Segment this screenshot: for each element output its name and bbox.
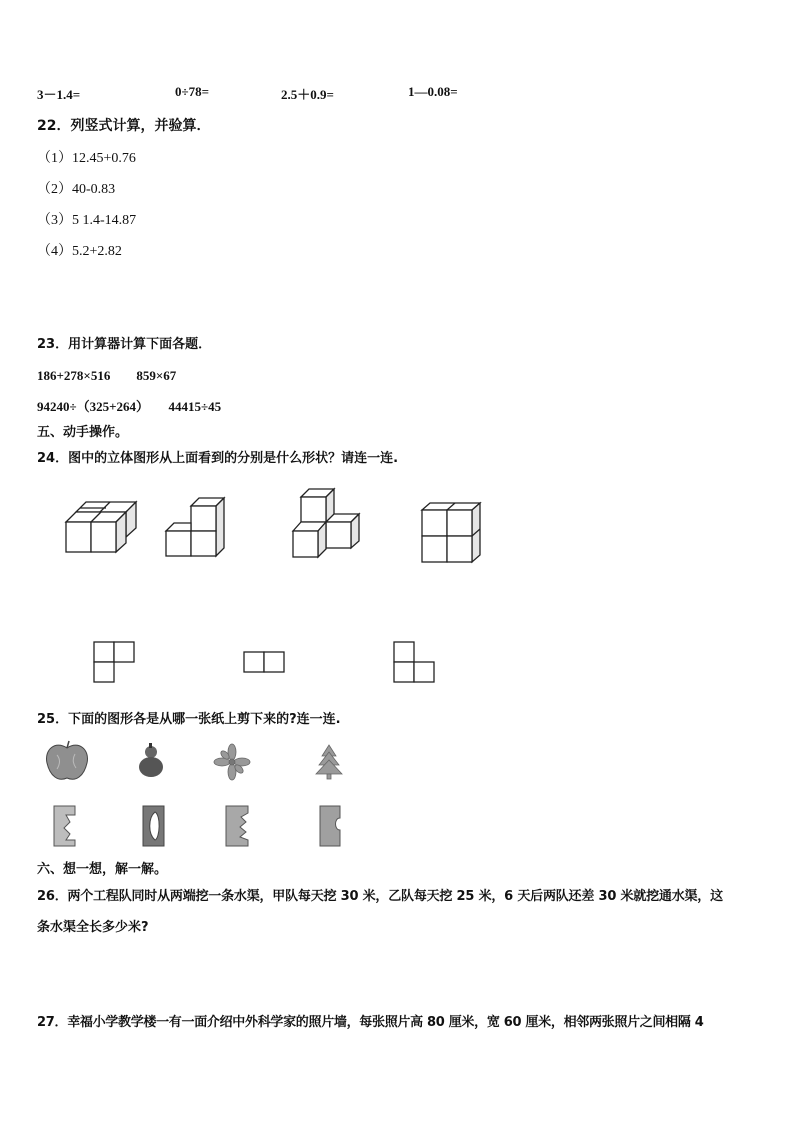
q24-title: 24．图中的立体图形从上面看到的分别是什么形状？请连一连.	[37, 451, 399, 466]
apple-shape	[47, 741, 88, 779]
section-5-title: 五、动手操作。	[37, 425, 129, 440]
q26-line-2: 条水渠全长多少米?	[37, 920, 149, 935]
paper-piece-2	[143, 806, 164, 846]
q25-title: 25．下面的图形各是从哪一张纸上剪下来的?连一连.	[37, 712, 341, 727]
q23-line-2: 94240÷（325+264） 44415÷45	[37, 399, 222, 414]
q23-line-1: 186+278×516 859×67	[37, 368, 177, 383]
q22-item-4: （4）5.2+2.82	[37, 244, 122, 259]
paper-piece-1	[54, 806, 75, 846]
calc-2: 0÷78=	[175, 84, 210, 99]
tree-shape	[316, 745, 342, 779]
q22-item-2: （2）40-0.83	[37, 182, 116, 197]
flower-shape	[214, 744, 250, 780]
calc-3: 2.5＋0.9=	[281, 87, 334, 102]
calc-1: 3－1.4=	[37, 87, 81, 102]
q22-item-3: （3）5 1.4-14.87	[37, 213, 137, 228]
gourd-shape	[139, 743, 163, 777]
q22-item-1: （1）12.45+0.76	[37, 151, 136, 166]
paper-piece-3	[226, 806, 248, 846]
section-6-title: 六、想一想，解一解。	[37, 862, 168, 877]
q27-line-1: 27．幸福小学教学楼一有一面介绍中外科学家的照片墙，每张照片高 80 厘米，宽 60 厘米，相邻两张照片之间相隔 4	[37, 1015, 704, 1030]
q22-title: 22．列竖式计算，并验算．	[37, 118, 211, 134]
paper-piece-4	[320, 806, 340, 846]
q23-title: 23．用计算器计算下面各题．	[37, 337, 212, 352]
q26-line-1: 26．两个工程队同时从两端挖一条水渠，甲队每天挖 30 米，乙队每天挖 25 米，6 天后两队还差 30 米就挖通水渠，这	[37, 889, 723, 904]
calc-4: 1—0.08=	[408, 84, 458, 99]
